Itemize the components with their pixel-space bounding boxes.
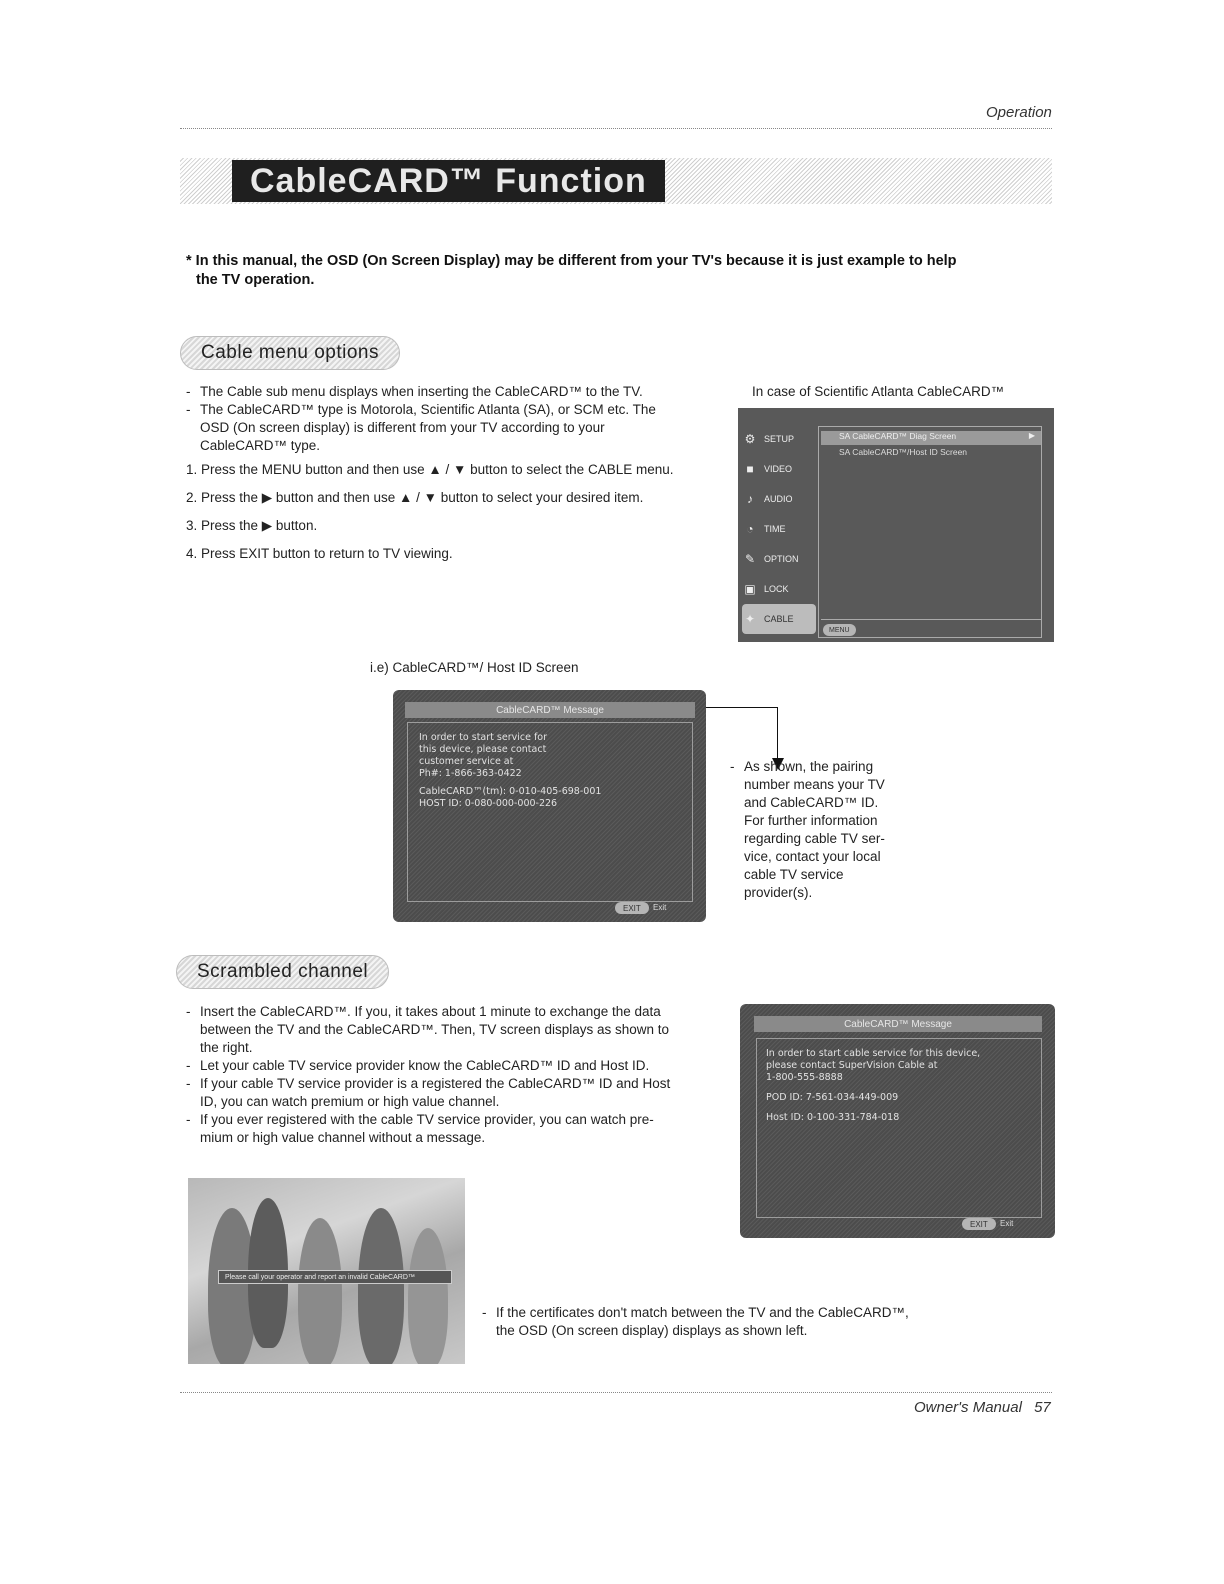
menu-item-option (742, 544, 816, 574)
osd-message (766, 1048, 1036, 1124)
osd-line: please contact SuperVision Cable at (766, 1060, 938, 1071)
osd-line: Ph#: 1-866-363-0422 (419, 768, 522, 779)
bullet-item: - If your cable TV service provider is a registered the CableCARD™ ID and Host (186, 1075, 736, 1093)
pod-id-screenshot (740, 1004, 1055, 1238)
bullet-item: - The CableCARD™ type is Motorola, Scientific Atlanta (SA), or SCM etc. The (186, 401, 726, 419)
bottom-divider (180, 1392, 1052, 1393)
exit-label: Exit (1000, 1219, 1014, 1228)
osd-line: this device, please contact (419, 744, 547, 755)
menu-item-setup (742, 424, 816, 454)
exit-button-graphic: EXIT (962, 1218, 996, 1230)
footer-label: Owner's Manual (914, 1399, 1022, 1416)
note-line: For further information (744, 813, 878, 828)
top-divider (180, 128, 1052, 129)
osd-title: CableCARD™ Message (496, 704, 604, 716)
osd-spacer (766, 1104, 1036, 1112)
photo-figure (298, 1218, 342, 1364)
menu-option-label: SA CableCARD™ Diag Screen (839, 431, 957, 441)
page-title-box (232, 160, 665, 202)
osd-line: POD ID: 7-561-034-449-009 (766, 1092, 899, 1103)
menu-item-label: AUDIO (764, 494, 793, 504)
osd-message (419, 732, 679, 810)
arrow-right-icon: ▶ (1028, 431, 1035, 440)
disclaimer-line-1: * In this manual, the OSD (On Screen Display) may be different from your TV's because it is just example to help (186, 253, 957, 269)
section-heading-cable-menu (180, 336, 400, 370)
menu-item-label: OPTION (764, 554, 799, 564)
cable-menu-bullets (186, 383, 726, 455)
photo-figure (408, 1228, 448, 1364)
cable-menu-screenshot (738, 408, 1054, 642)
clock-icon: ◔ (746, 522, 754, 536)
menu-sidebar (738, 420, 816, 642)
osd-line: CableCARD™(tm): 0-010-405-698-001 (419, 786, 602, 797)
osd-line: In order to start cable service for this device, (766, 1048, 981, 1059)
step-item: 1. Press the MENU button and then use ▲ / ▼ button to select the CABLE menu. (186, 462, 674, 477)
note-line: and CableCARD™ ID. (744, 795, 879, 810)
page-title: CableCARD™ Function (250, 161, 647, 200)
note-line: number means your TV (744, 777, 885, 792)
note-line: provider(s). (744, 885, 813, 900)
cable-menu-steps (186, 462, 734, 574)
menu-item-video (742, 454, 816, 484)
bullet-item: - Let your cable TV service provider know the CableCARD™ ID and Host ID. (186, 1057, 736, 1075)
callout-line (706, 707, 778, 708)
menu-item-label: SETUP (764, 434, 795, 444)
exit-label: Exit (653, 903, 667, 912)
section-heading-scrambled (176, 955, 389, 989)
sa-caption: In case of Scientific Atlanta CableCARD™ (752, 384, 1005, 399)
menu-item-lock (742, 574, 816, 604)
photo-figure (358, 1208, 404, 1364)
video-icon: ■ (746, 462, 754, 476)
host-id-caption: i.e) CableCARD™/ Host ID Screen (370, 660, 579, 675)
step-item: 3. Press the ▶ button. (186, 518, 318, 533)
osd-line: Host ID: 0-100-331-784-018 (766, 1112, 900, 1123)
section-heading-text: Cable menu options (201, 342, 379, 363)
osd-spacer (766, 1084, 1036, 1092)
bullet-continuation: the right. (200, 1040, 253, 1055)
osd-line: In order to start service for (419, 732, 548, 743)
bullet-continuation: mium or high value channel without a message. (200, 1130, 486, 1145)
step-item: 4. Press EXIT button to return to TV viewing. (186, 546, 453, 561)
disclaimer (186, 252, 986, 290)
menu-item-cable (742, 604, 816, 634)
menu-item-label: CABLE (764, 614, 794, 624)
callout-line (777, 707, 778, 762)
menu-option-diag (821, 431, 1041, 445)
setup-icon: ⚙ (744, 432, 756, 446)
step-item: 2. Press the ▶ button and then use ▲ / ▼ button to select your desired item. (186, 490, 644, 505)
menu-option-host-id (821, 447, 1041, 461)
note-line: cable TV service (744, 867, 844, 882)
osd-line: 1-800-555-8888 (766, 1072, 843, 1083)
pairing-note (730, 758, 930, 902)
header-section-label: Operation (986, 104, 1052, 121)
option-icon: ✎ (744, 552, 756, 566)
menu-button-graphic: MENU (823, 624, 856, 636)
menu-item-time (742, 514, 816, 544)
disclaimer-line-2: the TV operation. (196, 272, 315, 288)
menu-option-label: SA CableCARD™/Host ID Screen (839, 447, 968, 457)
page-footer (914, 1399, 1051, 1416)
lock-icon: ▣ (744, 582, 756, 596)
note-line: the OSD (On screen display) displays as shown left. (496, 1323, 808, 1338)
menu-item-label: TIME (764, 524, 786, 534)
osd-title: CableCARD™ Message (844, 1018, 952, 1030)
bullet-item: - If you ever registered with the cable TV service provider, you can watch pre- (186, 1111, 736, 1129)
cable-icon: ✦ (744, 612, 756, 626)
note-line: - If the certificates don't match between the TV and the CableCARD™, (482, 1304, 1002, 1322)
host-id-screenshot (393, 690, 706, 922)
menu-item-label: LOCK (764, 584, 789, 594)
bullet-continuation: CableCARD™ type. (200, 438, 321, 453)
menu-options-panel (818, 426, 1042, 638)
bullet-continuation: OSD (On screen display) is different from your TV according to your (200, 420, 605, 435)
osd-title-bar (754, 1016, 1042, 1032)
certificate-note (482, 1304, 1002, 1340)
note-line: vice, contact your local (744, 849, 881, 864)
menu-bottom-divider (821, 619, 1041, 620)
page-number: 57 (1034, 1399, 1051, 1416)
bullet-continuation: ID, you can watch premium or high value channel. (200, 1094, 500, 1109)
osd-line: customer service at (419, 756, 514, 767)
bullet-item: - Insert the CableCARD™. If you, it takes about 1 minute to exchange the data (186, 1003, 736, 1021)
menu-item-label: VIDEO (764, 464, 793, 474)
bullet-continuation: between the TV and the CableCARD™. Then, TV screen displays as shown to (200, 1022, 670, 1037)
menu-item-audio (742, 484, 816, 514)
audio-icon: ♪ (747, 492, 753, 506)
osd-line: HOST ID: 0-080-000-000-226 (419, 798, 558, 809)
osd-title-bar (405, 702, 695, 718)
scrambled-photo (188, 1178, 465, 1364)
section-heading-text: Scrambled channel (197, 961, 369, 982)
note-line: regarding cable TV ser- (744, 831, 885, 846)
scrambled-bullets (186, 1003, 736, 1147)
invalid-card-message: Please call your operator and report an invalid CableCARD™ (218, 1270, 452, 1284)
bullet-item: - The Cable sub menu displays when inserting the CableCARD™ to the TV. (186, 383, 726, 401)
note-line: - As shown, the pairing (730, 758, 930, 776)
exit-button-graphic: EXIT (615, 902, 649, 914)
